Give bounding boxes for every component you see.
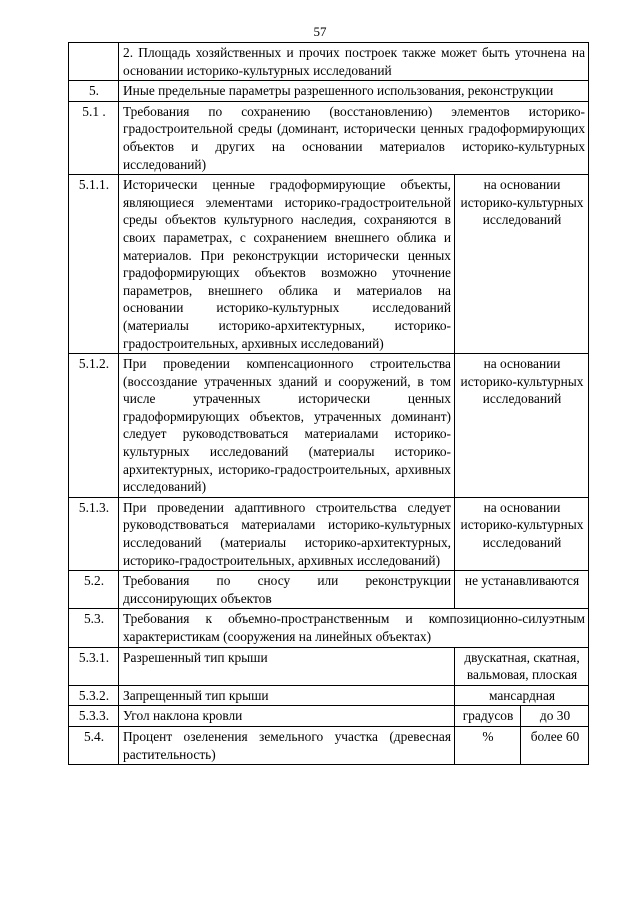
row-number: 5.1.3. [69, 497, 119, 570]
row-value: более 60 [521, 726, 589, 764]
table-row [69, 571, 589, 609]
row-text: Иные предельные параметры разрешенного использования, реконструкции [119, 81, 589, 102]
row-value: двускатная, скатная, вальмовая, плоская [455, 647, 589, 685]
row-number [69, 43, 119, 81]
page-number: 57 [313, 24, 327, 39]
table-row [69, 175, 589, 354]
row-value: до 30 [521, 706, 589, 727]
regulations-table [68, 42, 589, 765]
row-text: Разрешенный тип крыши [119, 647, 455, 685]
table-row [69, 647, 589, 685]
table-row [69, 101, 589, 174]
table-row [69, 685, 589, 706]
row-text: Процент озеленения земельного участка (древесная растительность) [119, 726, 455, 764]
table-row [69, 81, 589, 102]
table-row [69, 43, 589, 81]
row-number: 5. [69, 81, 119, 102]
row-text: Требования по сохранению (восстановлению) элементов историко-градостроительной среды (доминант, исторически ценных градоформирующих объектов и других на основании материалов историко-культурных исследований) [119, 101, 589, 174]
row-unit: градусов [455, 706, 521, 727]
row-text: При проведении адаптивного строительства следует руководствоваться материалами историко-культурных исследований (материалы историко-архитектурных, историко-градостроительных, архивных исследований) [119, 497, 455, 570]
row-value: мансардная [455, 685, 589, 706]
row-number: 5.1 . [69, 101, 119, 174]
table-row [69, 354, 589, 498]
row-number: 5.1.2. [69, 354, 119, 498]
row-number: 5.3.1. [69, 647, 119, 685]
table-row [69, 726, 589, 764]
row-value: на основании историко-культурных исследований [455, 175, 589, 354]
row-number: 5.3. [69, 609, 119, 647]
row-number: 5.1.1. [69, 175, 119, 354]
table-row [69, 706, 589, 727]
row-number: 5.4. [69, 726, 119, 764]
row-value: не устанавливаются [455, 571, 589, 609]
table-row [69, 497, 589, 570]
row-text: При проведении компенсационного строительства (воссоздание утраченных зданий и сооружений, в том числе утраченных исторически ценных градоформирующих объектов, утраченных доминант) следует руководствоваться материалами историко-культурных исследований (материалы историко-архитектурных, историко-градостроительных, архивных исследований) [119, 354, 455, 498]
row-text: 2. Площадь хозяйственных и прочих построек также может быть уточнена на основании историко-культурных исследований [119, 43, 589, 81]
row-number: 5.3.2. [69, 685, 119, 706]
row-text: Исторически ценные градоформирующие объекты, являющиеся элементами историко-градостроительной среды объектов культурного наследия, сохраняются в своих параметрах, с сохранением внешнего облика и материалов. При реконструкции исторически ценных градоформирующих объектов возможно уточнение параметров, внешнего облика и материалов на основании историко-культурных исследований (материалы историко-архитектурных, историко-градостроительных, архивных исследований) [119, 175, 455, 354]
row-text: Требования по сносу или реконструкции диссонирующих объектов [119, 571, 455, 609]
row-number: 5.2. [69, 571, 119, 609]
table-row [69, 609, 589, 647]
row-value: на основании историко-культурных исследований [455, 354, 589, 498]
row-text: Запрещенный тип крыши [119, 685, 455, 706]
row-unit: % [455, 726, 521, 764]
row-value: на основании историко-культурных исследований [455, 497, 589, 570]
row-text: Угол наклона кровли [119, 706, 455, 727]
row-number: 5.3.3. [69, 706, 119, 727]
row-text: Требования к объемно-пространственным и композиционно-силуэтным характеристикам (сооружения на линейных объектах) [119, 609, 589, 647]
